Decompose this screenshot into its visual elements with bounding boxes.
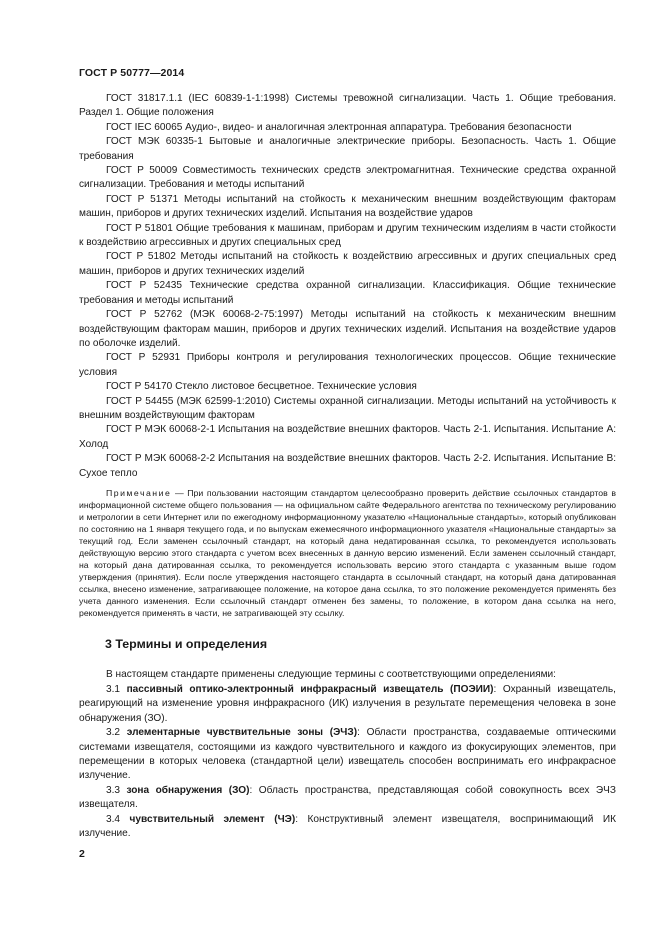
term-number: 3.4	[106, 813, 121, 825]
document-header: ГОСТ Р 50777—2014	[79, 67, 185, 79]
term-number: 3.2	[106, 727, 121, 739]
note-label: Примечание	[106, 487, 172, 498]
reference-item: ГОСТ 31817.1.1 (IEC 60839-1-1:1998) Системы тревожной сигнализации. Часть 1. Общие требования. Раздел 1. Общие положения	[79, 93, 616, 119]
note-paragraph	[79, 487, 616, 620]
term-definition	[79, 683, 616, 726]
reference-item: ГОСТ Р 52435 Технические средства охранной сигнализации. Классификация. Общие технические требования и методы испытаний	[79, 280, 616, 306]
term-text: : Области пространства, создаваемые оптическими системами извещателя, состоящими из каждого чувствительного и каждого из фокусирующих элементов, при перемещении в которых человека (стандартной цели) извещатель способен воспринимать его инфракрасное излучение.	[79, 727, 616, 782]
references-list	[79, 92, 616, 481]
term-definition	[79, 784, 616, 813]
document-body	[79, 92, 616, 841]
section-intro: В настоящем стандарте применены следующие термины с соответствующими определениями:	[106, 669, 556, 681]
reference-item: ГОСТ Р МЭК 60068-2-1 Испытания на воздействие внешних факторов. Часть 2-1. Испытания. Испытание А: Холод	[79, 424, 616, 450]
note-text: — При пользовании настоящим стандартом целесообразно проверить действие ссылочных стандартов в информационной системе общего пользования — на официальном сайте Федерального агентства по техническому регулированию и метрологии в сети Интернет или по ежегодному информационному указателю «Национальные стандарты», который опубликован по состоянию на 1 января текущего года, и по выпускам ежемесячного информационного указателя «Национальные стандарты» за текущий год. Если заменен ссылочный стандарт, на который дана недатированная ссылка, то рекомендуется использовать действующую версию этого стандарта с учетом всех внесенных в данную версию изменений. Если заменен ссылочный стандарт, на который дана датированная ссылка, то рекомендуется использовать версию этого стандарта с указанным выше годом утверждения (принятия). Если после утверждения настоящего стандарта в ссылочный стандарт, на который дана датированная ссылка, внесено изменение, затрагивающее положение, на которое дана ссылка, то это положение рекомендуется применять без учета данного изменения. Если ссылочный стандарт отменен без замены, то положение, в котором дана ссылка на него, рекомендуется применять в части, не затрагивающей эту ссылку.	[79, 487, 616, 619]
reference-item: ГОСТ Р 50009 Совместимость технических средств электромагнитная. Технические средства охранной сигнализации. Требования и методы испытаний	[79, 165, 616, 191]
reference-item: ГОСТ Р 54170 Стекло листовое бесцветное. Технические условия	[106, 381, 417, 393]
term-name: элементарные чувствительные зоны (ЭЧЗ)	[126, 727, 358, 739]
term-name: пассивный оптико-электронный инфракрасный извещатель (ПОЭИИ)	[126, 683, 494, 695]
reference-item: ГОСТ Р 51802 Методы испытаний на стойкость к воздействию агрессивных и других специальных сред машин, приборов и других технических изделий	[79, 251, 616, 277]
reference-item: ГОСТ Р 51801 Общие требования к машинам, приборам и другим техническим изделиям в части стойкости к воздействию агрессивных и других специальных сред	[79, 222, 616, 249]
reference-item: ГОСТ Р 51371 Методы испытаний на стойкость к механическим внешним воздействующим факторам машин, приборов и других технических изделий. Испытания на воздействие ударов	[79, 193, 616, 220]
reference-item: ГОСТ Р 54455 (МЭК 62599-1:2010) Системы охранной сигнализации. Методы испытаний на устойчивость к внешним воздействующим факторам	[79, 395, 616, 421]
term-text: : Область пространства, представляющая собой совокупность всех ЭЧЗ извещателя.	[79, 784, 616, 811]
term-text: : Охранный извещатель, реагирующий на изменение уровня инфракрасного (ИК) излучения в результате перемещения человека в зоне обнаружения (ЗО).	[79, 683, 616, 724]
reference-item: ГОСТ Р МЭК 60068-2-2 Испытания на воздействие внешних факторов. Часть 2-2. Испытания. Испытание В: Сухое тепло	[79, 453, 616, 479]
page-number: 2	[79, 848, 85, 860]
term-text: : Конструктивный элемент извещателя, воспринимающий ИК излучение.	[79, 813, 616, 839]
reference-item: ГОСТ МЭК 60335-1 Бытовые и аналогичные электрические приборы. Безопасность. Часть 1. Общие требования	[79, 136, 616, 162]
reference-item: ГОСТ Р 52762 (МЭК 60068-2-75:1997) Методы испытаний на стойкость к механическим внешним воздействующим факторам машин, приборов и других технических изделий. Испытания на воздействие ударов по оболочке изделий.	[79, 309, 616, 349]
term-name: зона обнаружения (ЗО)	[126, 784, 250, 796]
term-definition	[79, 726, 616, 784]
term-number: 3.1	[106, 683, 121, 695]
term-name: чувствительный элемент (ЧЭ)	[129, 813, 296, 825]
term-number: 3.3	[106, 784, 121, 796]
reference-item: ГОСТ Р 52931 Приборы контроля и регулирования технологических процессов. Общие технические условия	[79, 352, 616, 378]
term-definition	[79, 813, 616, 842]
reference-item: ГОСТ IEC 60065 Аудио-, видео- и аналогичная электронная аппаратура. Требования безопасности	[106, 121, 572, 133]
section-title: 3 Термины и определения	[105, 637, 268, 652]
